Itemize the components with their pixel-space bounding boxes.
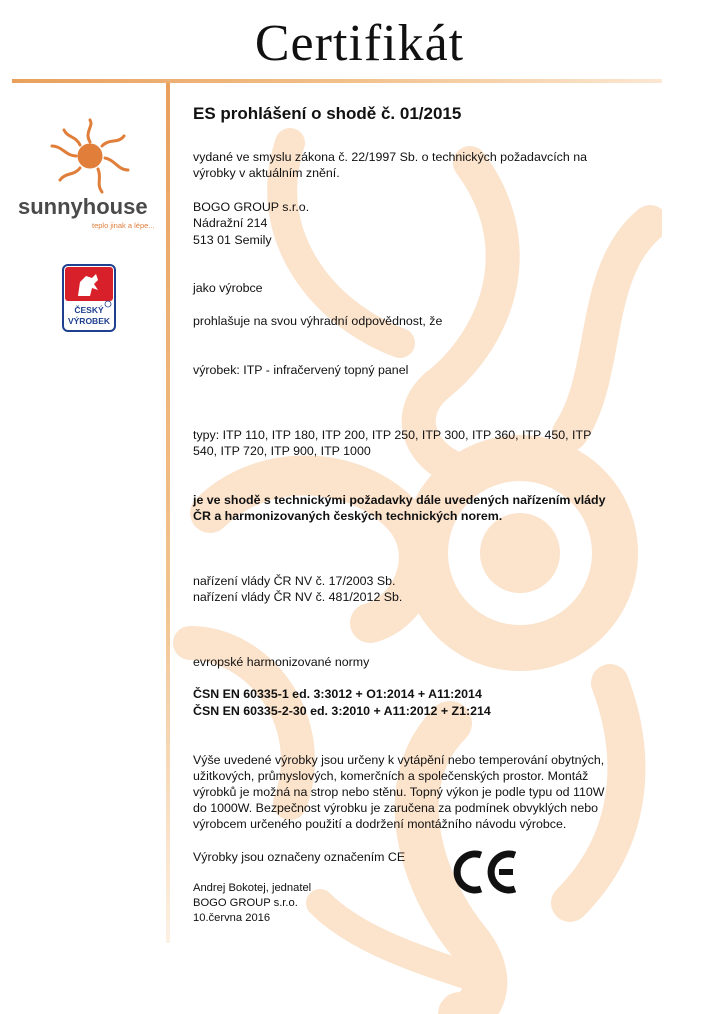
cesky-vyrobek-logo [62, 264, 116, 332]
regulation-1: nařízení vlády ČR NV č. 17/2003 Sb. [193, 574, 396, 588]
description-line-2: užitkových, průmyslových, komerčních a společenských prostor. Montáž [193, 769, 589, 783]
sunnyhouse-tagline: teplo jinak a lépe... [92, 221, 155, 230]
product-line: výrobek: ITP - infračervený topný panel [193, 363, 409, 377]
company-street: Nádražní 214 [193, 216, 268, 230]
conformity-line-2: ČR a harmonizovaných českých technických norem. [193, 509, 503, 523]
sunnyhouse-logo [14, 118, 160, 230]
ce-statement: Výrobky jsou označeny označením CE [193, 850, 406, 864]
conformity-line-1: je ve shodě s technickými požadavky dále uvedených nařízením vlády [193, 493, 606, 507]
description-line-5: výrobcem určeného použití a dodržení montážního návodu výrobce. [193, 817, 567, 831]
regulation-2: nařízení vlády ČR NV č. 481/2012 Sb. [193, 590, 403, 604]
as-manufacturer: jako výrobce [193, 281, 263, 295]
sunnyhouse-name: sunnyhouse [18, 194, 148, 219]
norms-label: evropské harmonizované normy [193, 655, 370, 669]
signature-date: 10.června 2016 [193, 912, 271, 924]
types-line-2: 540, ITP 720, ITP 900, ITP 1000 [193, 444, 371, 458]
declares-text: prohlašuje na svou výhradní odpovědnost, že [193, 314, 443, 328]
cesky-line1: ČESKÝ [74, 305, 104, 315]
ce-mark-icon [453, 849, 519, 895]
intro-line-2: výrobky v aktuálním znění. [193, 166, 340, 180]
company-city: 513 01 Semily [193, 233, 272, 247]
types-line-1: typy: ITP 110, ITP 180, ITP 200, ITP 250, ITP 300, ITP 360, ITP 450, ITP [193, 428, 592, 442]
page-title: Certifikát [254, 15, 465, 72]
norm-2: ČSN EN 60335-2-30 ed. 3:2010 + A11:2012 + Z1:214 [193, 704, 491, 718]
norm-1: ČSN EN 60335-1 ed. 3:3012 + O1:2014 + A11:2014 [193, 687, 482, 701]
declaration-heading: ES prohlášení o shodě č. 01/2015 [193, 104, 462, 123]
signatory-name: Andrej Bokotej, jednatel [193, 882, 312, 894]
company-name: BOGO GROUP s.r.o. [193, 200, 310, 214]
signatory-company: BOGO GROUP s.r.o. [193, 897, 298, 909]
description-line-4: do 1000W. Bezpečnost výrobku je zaručena za podmínek obvyklých nebo [193, 801, 599, 815]
description-line-3: výrobků je možná na strop nebo stěnu. Topný výkon je podle typu od 110W [193, 785, 605, 799]
description-line-1: Výše uvedené výrobky jsou určeny k vytápění nebo temperování obytných, [193, 753, 605, 767]
cesky-line2: VÝROBEK [67, 316, 111, 326]
intro-line-1: vydané ve smyslu zákona č. 22/1997 Sb. o technických požadavcích na [193, 150, 587, 164]
